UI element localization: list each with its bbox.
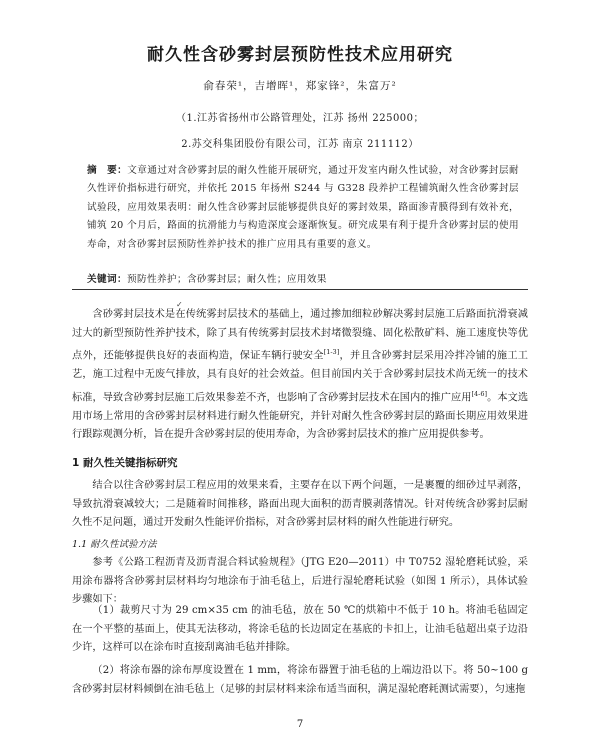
keywords-block bbox=[87, 271, 519, 285]
keywords-label: 关键词： bbox=[87, 274, 127, 285]
page-number: 7 bbox=[296, 719, 304, 730]
citation-2: [4-6] bbox=[471, 389, 488, 398]
affiliation-1: （1.江苏省扬州市公路管理处，江苏 扬州 225000； bbox=[175, 113, 425, 124]
affiliation-2: 2.苏交科集团股份有限公司，江苏 南京 211112） bbox=[181, 139, 419, 150]
abstract-label: 摘 要： bbox=[87, 165, 128, 176]
paper-title: 耐久性含砂雾封层预防性技术应用研究 bbox=[147, 45, 453, 65]
section-divider bbox=[72, 289, 528, 290]
authors-line: 俞春荣¹，吉增晖¹，郑家锋²，朱富万² bbox=[203, 80, 397, 92]
intro-text-end: 。本文选用市场上常用的含砂雾封层材料进行耐久性能研究，并针对耐久性含砂雾封层的路面长期应用效果进行跟踪观测分析，旨在提升含砂雾封层的使用寿命，为含砂雾封层技术的推广应用提供参考。 bbox=[72, 392, 529, 441]
abstract-block bbox=[87, 162, 519, 254]
step-1-paragraph: （1）裁剪尺寸为 29 cm×35 cm 的油毛毡，放在 50 ℃的烘箱中不低于 10 h。将油毛毡固定在一个平整的基面上，使其无法移动，将涂毛毡的长边固定在基底的卡扣上，让油毛毡超出桌子边沿少许，这样可以在涂布时直接刮离油毛毡并排除。 bbox=[72, 605, 528, 654]
keywords-text: 预防性养护；含砂雾封层；耐久性；应用效果 bbox=[126, 274, 327, 285]
step-2-paragraph: （2）将涂布器的涂布厚度设置在 1 mm，将涂布器置于油毛毡的上端边沿以下。将 50~100 g 含砂雾封层材料倾倒在油毛毡上（足够的封层材料来涂布适当面积，满足湿轮磨耗测试需要），匀速拖 bbox=[72, 665, 528, 695]
abstract-text: 文章通过对含砂雾封层的耐久性能开展研究，通过开发室内耐久性试验，对含砂雾封层耐久性评价指标进行研究，并依托 2015 年扬州 S244 与 G328 段养护工程铺筑耐久性含砂雾封层试验段，应用效果表明：耐久性含砂雾封层能够提供良好的雾封效果，路面渗青膜得到有效补充，铺筑 20 个月后，路面的抗滑能力与构造深度会逐渐恢复。研究成果有利于提升含砂雾封层的使用寿命，对含砂雾封层预防性养护技术的推广应用具有重要的意义。 bbox=[87, 165, 519, 250]
section-1-paragraph: 结合以往含砂雾封层工程应用的效果来看，主要存在以下两个问题，一是裹覆的细砂过早剥落，导致抗滑衰减较大；二是随着时间推移，路面出现大面积的沥青膜剥落情况。针对传统含砂雾封层耐久性不足问题，通过开发耐久性能评价指标，对含砂雾封层材料的耐久性能进行研究。 bbox=[72, 480, 528, 529]
intro-text: 含砂雾封层技术是在传统雾封层技术的基础上，通过掺加细粒砂解决雾封层施工后路面抗滑衰减过大的新型预防性养护技术，除了具有传统雾封层技术封堵微裂缝、固化松散矿料、施工速度快等优点外，还能够提供良好的表面构造，保证车辆行驶安全 bbox=[72, 309, 528, 362]
intro-text-cont: ，并且含砂雾封层采用冷拌冷铺的施工工艺，施工过程中无废气排放，具有良好的社会效益。但目前国内关于含砂雾封层技术尚无统一的技术标准，导致含砂雾封层施工后效果参差不齐，也影响了含砂雾封层技术在国内的推广应用 bbox=[72, 350, 528, 404]
intro-paragraph bbox=[72, 306, 528, 445]
section-1-heading: 1 耐久性关键指标研究 bbox=[72, 457, 178, 469]
subsection-1-1-paragraph: 参考《公路工程沥青及沥青混合料试验规程》（JTG E20—2011）中 T0752 湿轮磨耗试验，采用涂布器将含砂雾封层材料均匀地涂布于油毛毡上，后进行湿轮磨耗试验（如图 1 所示），具体试验步骤如下： bbox=[72, 557, 528, 606]
citation-1: [1-3] bbox=[323, 348, 340, 357]
stray-mark: ✓ bbox=[176, 300, 183, 309]
subsection-1-1-heading: 1.1 耐久性试验方法 bbox=[72, 539, 157, 550]
